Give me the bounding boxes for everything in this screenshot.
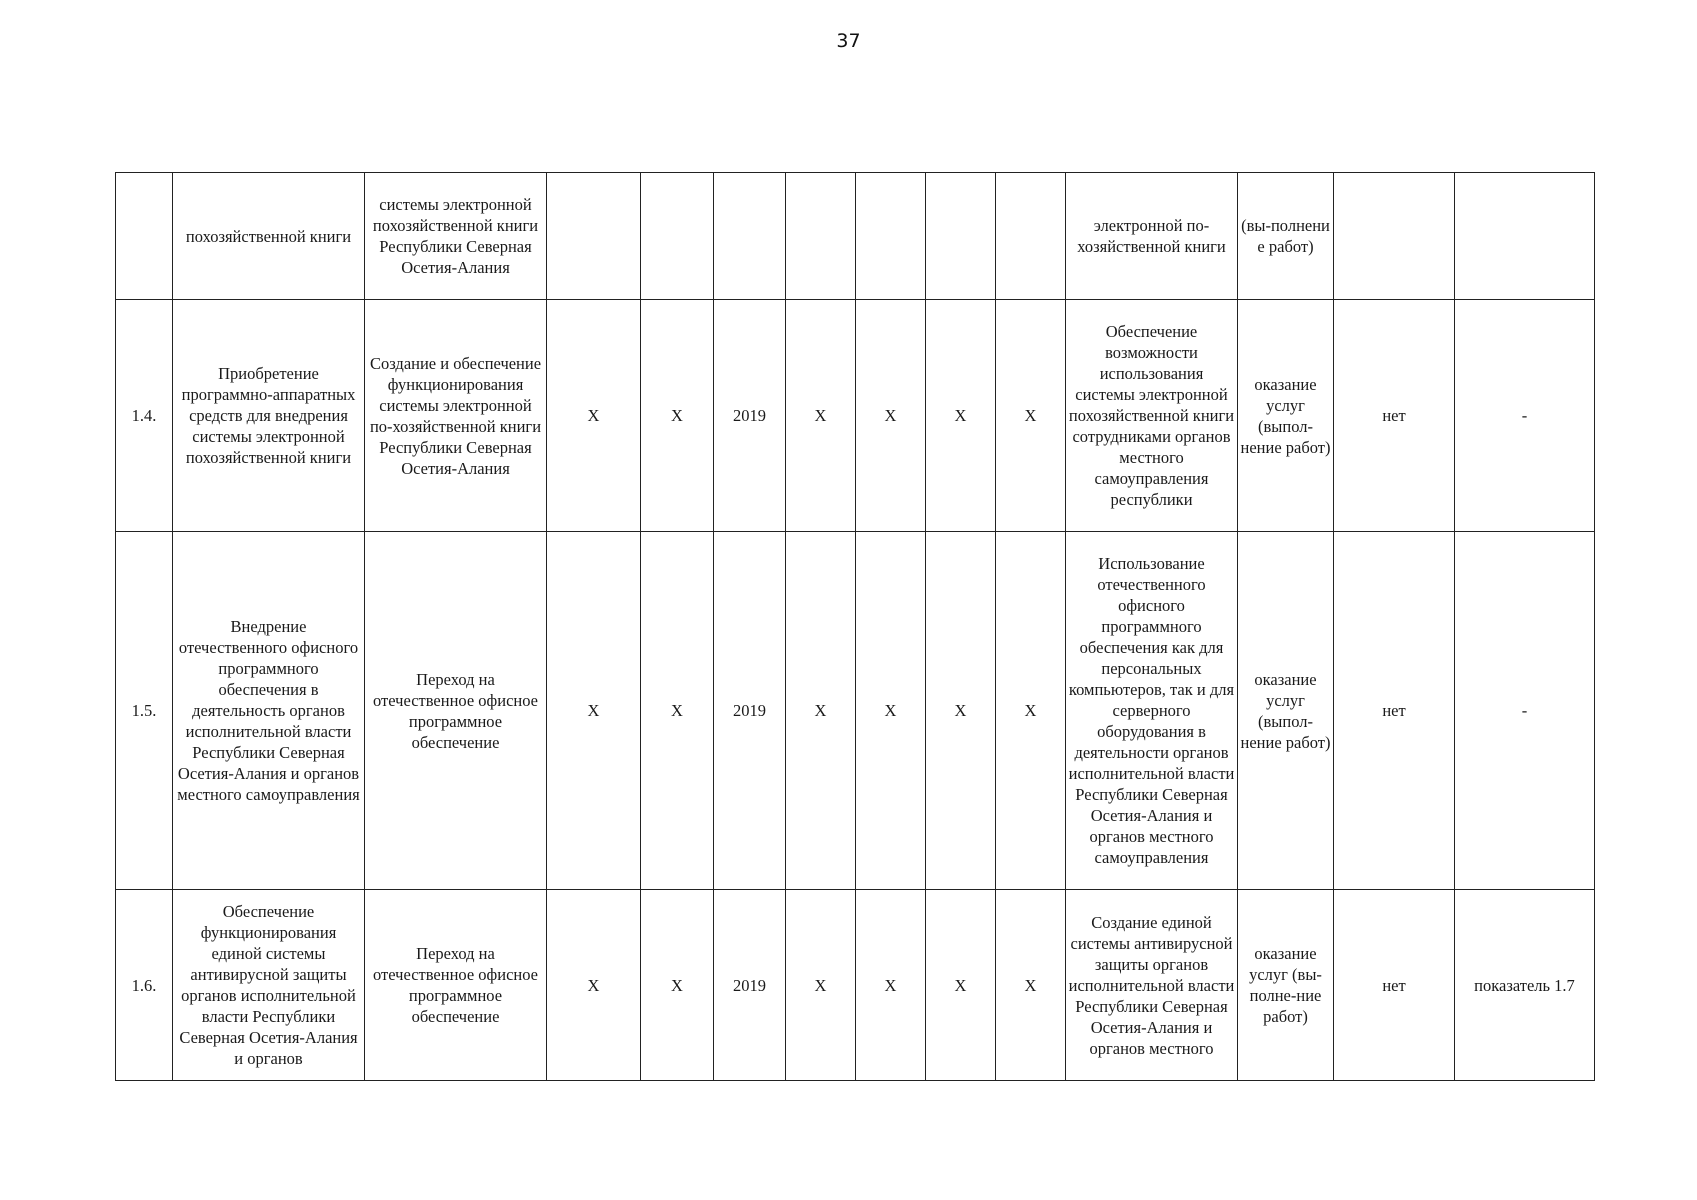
cell-num: 1.4. <box>116 300 173 532</box>
table-row <box>116 532 1595 890</box>
cell-measure-name: Приобретение программно-аппаратных средств для внедрения системы электронной похозяйственной книги <box>173 300 365 532</box>
cell-type: (вы-полнени е работ) <box>1238 173 1334 300</box>
cell-c10 <box>996 173 1066 300</box>
cell-num: 1.5. <box>116 532 173 890</box>
cell-indicator: показатель 1.7 <box>1455 890 1595 1081</box>
cell-expected-result: Переход на отечественное офисное программное обеспечение <box>365 532 547 890</box>
cell-type: оказание услуг (выпол-нение работ) <box>1238 532 1334 890</box>
cell-budget: нет <box>1334 890 1455 1081</box>
cell-num <box>116 173 173 300</box>
measures-table <box>115 172 1595 1081</box>
cell-c6: 2019 <box>714 890 786 1081</box>
cell-type: оказание услуг (выпол-нение работ) <box>1238 300 1334 532</box>
table-row <box>116 173 1595 300</box>
cell-c6: 2019 <box>714 300 786 532</box>
table-row <box>116 890 1595 1081</box>
cell-budget <box>1334 173 1455 300</box>
cell-effect: Создание единой системы антивирусной защиты органов исполнительной власти Республики Северная Осетия-Алания и органов местного <box>1066 890 1238 1081</box>
cell-measure-name: Обеспечение функционирования единой системы антивирусной защиты органов исполнительной власти Республики Северная Осетия-Алания и органов <box>173 890 365 1081</box>
cell-c9: X <box>926 300 996 532</box>
cell-c4: X <box>547 532 641 890</box>
cell-measure-name: Внедрение отечественного офисного программного обеспечения в деятельность органов исполнительной власти Республики Северная Осетия-Алания и органов местного самоуправления <box>173 532 365 890</box>
cell-measure-name: похозяйственной книги <box>173 173 365 300</box>
cell-c9: X <box>926 890 996 1081</box>
cell-expected-result: Переход на отечественное офисное программное обеспечение <box>365 890 547 1081</box>
cell-c7: X <box>786 532 856 890</box>
cell-c10: X <box>996 532 1066 890</box>
cell-type: оказание услуг (вы-полне-ние работ) <box>1238 890 1334 1081</box>
cell-c7: X <box>786 300 856 532</box>
cell-effect: Обеспечение возможности использования системы электронной похозяйственной книги сотрудниками органов местного самоуправления республики <box>1066 300 1238 532</box>
cell-c5 <box>641 173 714 300</box>
cell-c4 <box>547 173 641 300</box>
cell-c8: X <box>856 300 926 532</box>
cell-expected-result: Создание и обеспечение функционирования системы электронной по-хозяйственной книги Республики Северная Осетия-Алания <box>365 300 547 532</box>
cell-effect: Использование отечественного офисного программного обеспечения как для персональных компьютеров, так и для серверного оборудования в деятельности органов исполнительной власти Республики Северная Осетия-Алания и органов местного самоуправления <box>1066 532 1238 890</box>
cell-c8: X <box>856 532 926 890</box>
cell-c4: X <box>547 300 641 532</box>
cell-c6: 2019 <box>714 532 786 890</box>
cell-c6 <box>714 173 786 300</box>
cell-c5: X <box>641 890 714 1081</box>
page-number: 37 <box>836 30 861 52</box>
cell-indicator: - <box>1455 300 1595 532</box>
cell-c4: X <box>547 890 641 1081</box>
cell-c10: X <box>996 300 1066 532</box>
cell-budget: нет <box>1334 532 1455 890</box>
cell-c5: X <box>641 300 714 532</box>
table-row <box>116 300 1595 532</box>
cell-c9: X <box>926 532 996 890</box>
cell-effect: электронной по-хозяйственной книги <box>1066 173 1238 300</box>
cell-c5: X <box>641 532 714 890</box>
cell-c8 <box>856 173 926 300</box>
cell-indicator: - <box>1455 532 1595 890</box>
cell-num: 1.6. <box>116 890 173 1081</box>
cell-c7 <box>786 173 856 300</box>
cell-c8: X <box>856 890 926 1081</box>
cell-c10: X <box>996 890 1066 1081</box>
cell-indicator <box>1455 173 1595 300</box>
cell-budget: нет <box>1334 300 1455 532</box>
cell-expected-result: системы электронной похозяйственной книги Республики Северная Осетия-Алания <box>365 173 547 300</box>
cell-c9 <box>926 173 996 300</box>
cell-c7: X <box>786 890 856 1081</box>
